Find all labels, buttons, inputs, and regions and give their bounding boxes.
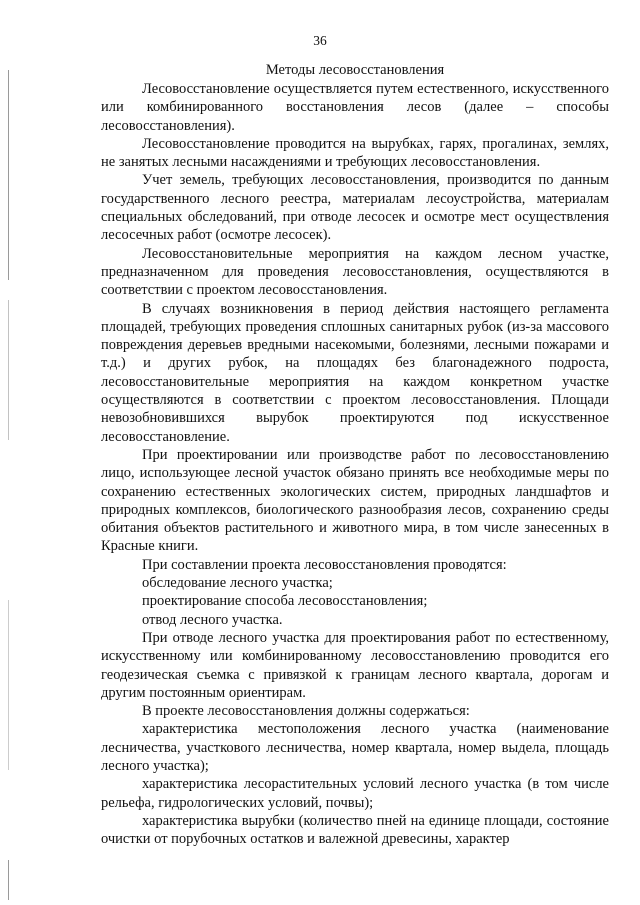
list-item: характеристика местоположения лесного участка (наименование лесничества, участкового лесничества, номер квартала, номер выдела, площадь лесного участка); <box>101 721 609 774</box>
document-body <box>101 80 609 848</box>
paragraph: Лесовосстановление проводится на вырубках, гарях, прогалинах, землях, не занятых лесными насаждениями и требующих лесовосстановления. <box>101 135 609 171</box>
list-item: проектирование способа лесовосстановления; <box>142 593 428 610</box>
paragraph: Лесовосстановление осуществляется путем естественного, искусственного или комбинированного восстановления лесов (далее – способы лесовосстановления). <box>101 81 609 134</box>
paragraph: При составлении проекта лесовосстановления проводятся: <box>142 556 507 573</box>
scan-edge-line <box>8 600 9 770</box>
paragraph: При отводе лесного участка для проектирования работ по естественному, искусственному или комбинированному лесовосстановлению проводится его геодезическая съемка с привязкой к границам лесного квартала, дорогам и другим постоянным ориентирам. <box>101 629 609 701</box>
page-number: 36 <box>313 33 327 48</box>
paragraph: Лесовосстановительные мероприятия на каждом лесном участке, предназначенном для проведения лесовосстановления, осуществляются в соответствии с проектом лесовосстановления. <box>101 245 609 299</box>
list-item: обследование лесного участка; <box>142 575 333 592</box>
scan-edge-line <box>8 70 9 280</box>
paragraph: В проекте лесовосстановления должны содержаться: <box>142 703 470 720</box>
paragraph: При проектировании или производстве работ по лесовосстановлению лицо, использующее лесной участок обязано принять все необходимые меры по сохранению естественных экологических систем, природных ландшафтов и природных комплексов, биологического разнообразия лесов, сохранению среды обитания объектов растительного и животного мира, в том числе занесенных в Красные книги. <box>101 446 609 555</box>
scan-edge-line <box>8 300 9 440</box>
section-title: Методы лесовосстановления <box>265 62 445 78</box>
list-item: характеристика вырубки (количество пней на единице площади, состояние очистки от порубочных остатков и валежной древесины, характер <box>101 812 609 848</box>
paragraph: Учет земель, требующих лесовосстановления, производится по данным государственного лесного реестра, материалам лесоустройства, материалам специальных обследований, при отводе лесосек и осмотре мест осуществления лесосечных работ (осмотре лесосек). <box>101 172 609 244</box>
scan-edge-line <box>8 860 9 900</box>
paragraph: В случаях возникновения в период действия настоящего регламента площадей, требующих проведения сплошных санитарных рубок (из-за массового повреждения деревьев вредными насекомыми, болезнями, лесными пожарами и т.д.) и других рубок, на площадях без благонадежного подроста, лесовосстановительные мероприятия на каждом конкретном участке осуществляются в соответствии с проектом лесовосстановления. Площади невозобновившихся вырубок проектируются под искусственное лесовосстановление. <box>101 300 609 445</box>
list-item: характеристика лесорастительных условий лесного участка (в том числе рельефа, гидрологических условий, почвы); <box>101 776 609 811</box>
list-item: отвод лесного участка. <box>142 611 283 628</box>
